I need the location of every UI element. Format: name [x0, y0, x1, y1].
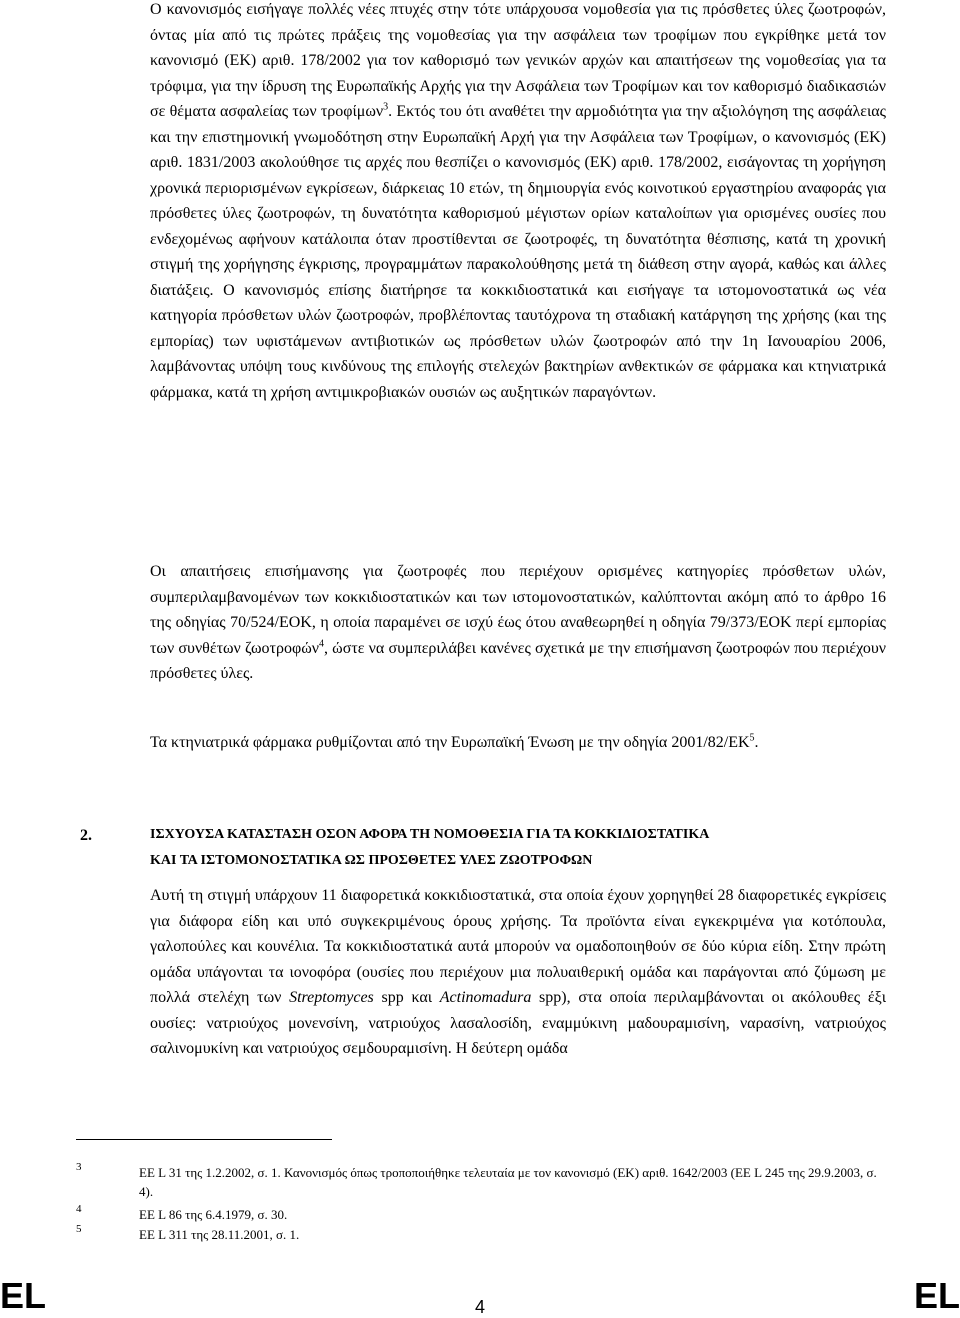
- species-name-actinomadura: Actinomadura: [439, 989, 532, 1006]
- page-number: 4: [474, 1297, 485, 1317]
- species-name-streptomyces: Streptomyces: [289, 989, 374, 1006]
- paragraph-labelling-requirements: Οι απαιτήσεις επισήμανσης για ζωοτροφές που περιέχουν ορισμένες κατηγορίες πρόσθετων υλών, συμπεριλαμβανομένων των κοκκιδιοστατικών και των ιστομονοστατικών, καλύπτονται ακόμη από το άρθρο 16 της οδηγίας 70/524/ΕΟΚ, η οποία παραμένει σε ισχύ έως ότου αναθεωρηθεί η οδηγία 79/373/ΕΟΚ περί εμπορίας των συνθέτων ζωοτροφών$^4$, ώστε να συμπεριλάβει κανένες σχετικά με την επισήμανση ζωοτροφών που περιέχουν πρόσθετες ύλες.: [150, 563, 887, 682]
- footnote-number: 3: [76, 1161, 82, 1173]
- footnote-ref-4[interactable]: 4: [318, 638, 324, 650]
- paragraph-veterinary-medicines: Τα κτηνιατρικά φάρμακα ρυθμίζονται από την Ευρωπαϊκή Ένωση με την οδηγία $2001/82/EK^5$.: [150, 732, 759, 751]
- footnote-separator: [76, 1139, 332, 1140]
- paragraph-current-situation: Αυτή τη στιγμή υπάρχουν 11 διαφορετικά κοκκιδιοστατικά, στα οποία έχουν χορηγηθεί 28 διαφορετικές εγκρίσεις για διάφορα είδη και υπό συγκεκριμένους όρους χρήσης. Τα προϊόντα είναι εγκεκριμένα για κοτόπουλα, γαλοπούλες και κουνέλια. Τα κοκκιδιοστατικά αυτά μπορούν να ομαδοποιηθούν σε δύο κύρια είδη. Στην πρώτη ομάδα υπάγονται τα ιονοφόρα (ουσίες που περιέχουν μια πολυαιθερική ομάδα και παράγονται από ζύμωση με πολλά στελέχη των Streptomyces spp και Actinomadura spp), στα οποία περιλαμβάνονται οι ακόλουθες έξι ουσίες: νατριούχος μονενσίνη, νατριούχος λασαλοσίδη, εναμμύκινη μαδουραμισίνη, ναρασίνη, νατριούχος σαλινομυκίνη και νατριούχος σεμδουραμισίνη. Η δεύτερη ομάδα: [150, 887, 887, 1057]
- language-code-left: EL: [0, 1275, 47, 1316]
- footnote-ref-3[interactable]: 3: [383, 101, 389, 113]
- section-title-line-1: ΙΣΧΥΟΥΣΑ ΚΑΤΑΣΤΑΣΗ ΟΣΟΝ ΑΦΟΡΑ ΤΗ ΝΟΜΟΘΕΣΙΑ ΓΙΑ ΤΑ ΚΟΚΚΙΔΙΟΣΤΑΤΙΚΑ: [150, 827, 710, 842]
- footnote-text: ΕΕ L 31 της 1.2.2002, σ. 1. Κανονισμός όπως τροποποιήθηκε τελευταία με τον κανονισμό (ΕΚ) αριθ. 1642/2003 (ΕΕ L 245 της 29.9.2003, σ. 4).: [139, 1165, 877, 1199]
- section-number: 2.: [80, 827, 92, 844]
- language-code-right: EL: [913, 1275, 960, 1316]
- footnote-number: 4: [76, 1203, 82, 1215]
- paragraph-regulation-overview: Ο κανονισμός εισήγαγε πολλές νέες πτυχές στην τότε υπάρχουσα νομοθεσία για τις πρόσθετες ύλες ζωοτροφών, όντας μία από τις πρώτες πράξεις της νομοθεσίας για την ασφάλεια των τροφίμων που εγκρίθηκε μετά τον κανονισμό (ΕΚ) αριθ. 178/2002 για τον καθορισμό των γενικών αρχών και απαιτήσεων της νομοθεσίας για τα τρόφιμα, για την ίδρυση της Ευρωπαϊκής Αρχής για την Ασφάλεια των Τροφίμων και τον καθορισμό διαδικασιών σε θέματα ασφαλείας των τροφίμων$^3$. Εκτός του ότι αναθέτει την αρμοδιότητα για την αξιολόγηση της ασφάλειας και την επιστημονική γνωμοδότηση στην Ευρωπαϊκή Αρχή για την Ασφάλεια των Τροφίμων, ο κανονισμός (ΕΚ) αριθ. 1831/2003 ακολούθησε τις αρχές που θεσπίζει ο κανονισμός (ΕΚ) αριθ. 178/2002, εισάγοντας τη χορήγηση χρονικά περιορισμένων εγκρίσεων, διάρκειας 10 ετών, τη δημιουργία ενός κοινοτικού εργαστηρίου αναφοράς για πρόσθετες ύλες ζωοτροφών, τη δυνατότητα καθορισμού μέγιστων ορίων καταλοίπων για ορισμένες ουσίες που ενδεχομένως αφήνουν κατάλοιπα όταν προστίθενται σε ζωοτροφές, τη δυνατότητα θέσπισης, κατά τη χρονική στιγμή της χορήγησης έγκρισης, προγραμμάτων παρακολούθησης μετά τη διάθεση στην αγορά, καθώς και άλλες διατάξεις. Ο κανονισμός επίσης διατήρησε τα κοκκιδιοστατικά και εισήγαγε τα ιστομονοστατικά ως νέα κατηγορία πρόσθετων υλών ζωοτροφών, προβλέποντας ταυτόχρονα τη σταδιακή κατάργηση της χρήσης (και της εμπορίας) των υφιστάμενων αντιβιοτικών ως πρόσθετων υλών ζωοτροφών από την 1η Ιανουαρίου 2006, λαμβάνοντας υπόψη τους κινδύνους της επιλογής στελεχών βακτηρίων ανθεκτικών σε φάρμακα και κτηνιατρικά φάρμακα, κατά τη χρήση αντιμικροβιακών ουσιών ως αυξητικών παραγόντων.: [150, 1, 886, 401]
- section-title-line-2: ΚΑΙ ΤΑ ΙΣΤΟΜΟΝΟΣΤΑΤΙΚΑ ΩΣ ΠΡΟΣΘΕΤΕΣ ΥΛΕΣ ΖΩΟΤΡΟΦΩΝ: [150, 853, 593, 868]
- footnote-text: ΕΕ L 86 της 6.4.1979, σ. 30.: [139, 1207, 288, 1222]
- section-title: [150, 822, 886, 874]
- footnote-ref-5[interactable]: 5: [749, 732, 755, 744]
- footnote-text: ΕΕ L 311 της 28.11.2001, σ. 1.: [139, 1227, 300, 1242]
- footnote-number: 5: [76, 1223, 82, 1235]
